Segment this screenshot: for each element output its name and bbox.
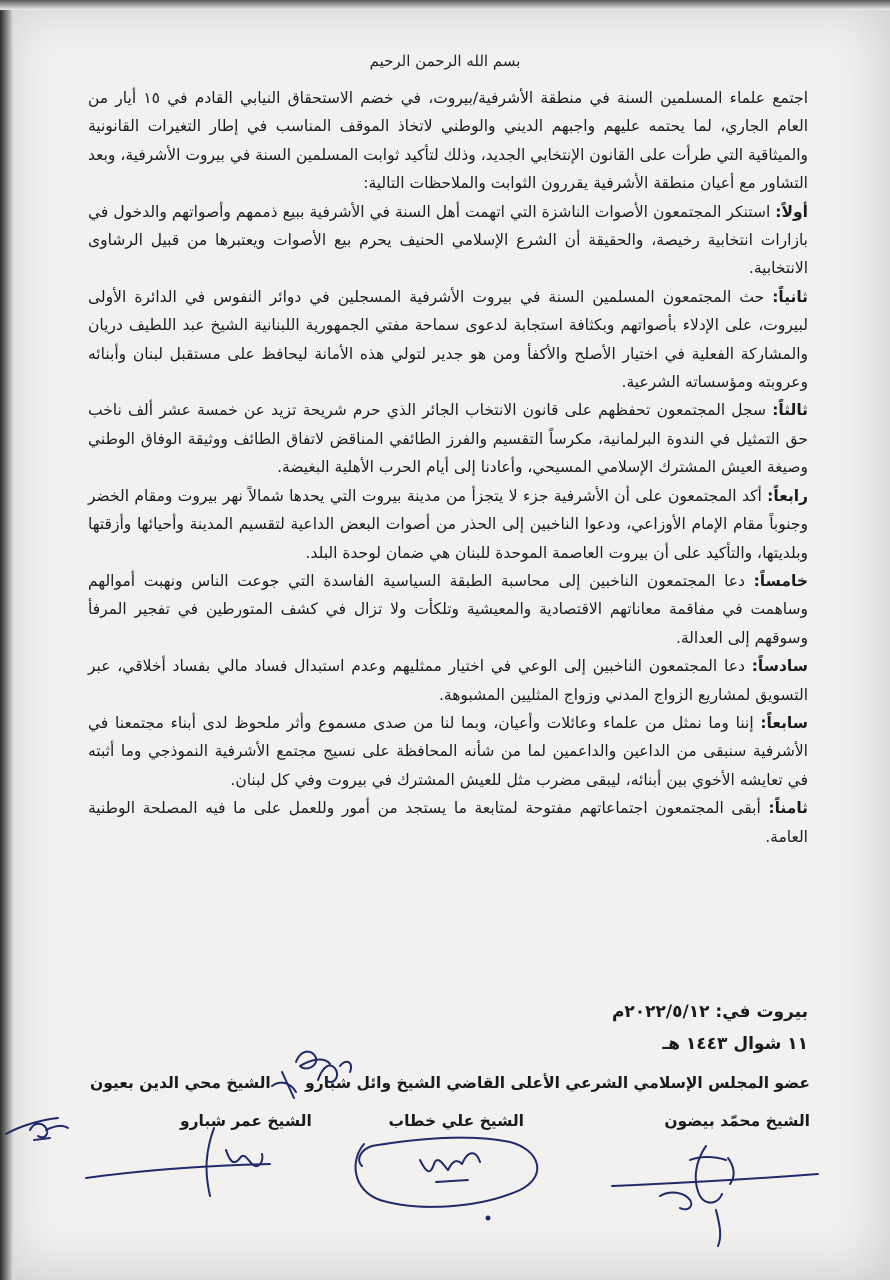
bismillah-header: بسم الله الرحمن الرحيم xyxy=(369,52,521,70)
point-4 xyxy=(88,482,808,567)
intro-paragraph: اجتمع علماء المسلمين السنة في منطقة الأشرفية/بيروت، في خضم الاستحقاق النيابي القادم في ١٥ أيار من العام الجاري، لما يحتمه عليهم واجبهم الديني والوطني لاتخاذ الموقف المناسب في إطار التغيرات القانونية والميثاقية التي طرأت على القانون الإنتخابي الجديد، وذلك لتأكيد ثوابت المسلمين السنة في بيروت الأشرفية، وبعد التشاور مع أعيان منطقة الأشرفية يقررون الثوابت والملاحظات التالية: xyxy=(88,89,809,193)
point-6 xyxy=(88,652,808,709)
point-3 xyxy=(88,396,808,481)
point-8 xyxy=(88,794,808,851)
point-5 xyxy=(88,567,808,652)
signatories-row-1 xyxy=(60,1074,810,1102)
signatory-omar-shabaro: الشيخ عمر شبارو xyxy=(180,1112,312,1130)
signatory-mohammad-baydoun: الشيخ محمّد بيضون xyxy=(664,1112,810,1130)
signatory-mohieddine-baayoun: الشيخ محي الدين بعيون xyxy=(90,1074,271,1092)
signature-mohieddine-baayoun xyxy=(6,1118,68,1140)
point-text: إننا وما نمثل من علماء وعائلات وأعيان، وبما لنا من صدى مسموع وأثر ملحوظ لدى أبناء مجتمعنا في الأشرفية سنبقى من الداعين والداعمين لما من شأنه المحافظة على نسيج مجتمع الأشرفية النموذجي وما أثبته في تعايشه الأخوي بين أبنائه، ليبقى مضرب مثل للعيش المشترك في بيروت وفي كل لبنان. xyxy=(88,713,808,789)
point-label: ثالثاً: xyxy=(772,401,808,420)
point-label: سابعاً: xyxy=(760,713,808,732)
signatory-ali-khattab: الشيخ علي خطاب xyxy=(388,1112,524,1130)
point-2 xyxy=(88,283,808,397)
signature-mohammad-baydoun xyxy=(612,1146,818,1246)
point-text: حث المجتمعون المسلمين السنة في بيروت الأشرفية المسجلين في دوائر النفوس في الدائرة الأولى لبيروت، على الإدلاء بأصواتهم وبكثافة استجابة لدعوى سماحة مفتي الجمهورية اللبنانية الشيخ عبد اللطيف دريان والمشاركة الفعلية في اختيار الأصلح والأكفأ ومن هو جدير لتولي هذه الأمانة ليحافظ على مستقبل لبنان وأبنائه وعروبته ومؤسساته الشرعية. xyxy=(88,287,808,392)
date-block xyxy=(88,996,808,1060)
signatory-wael-shabaro: عضو المجلس الإسلامي الشرعي الأعلى القاضي الشيخ وائل شبارو xyxy=(305,1074,810,1092)
point-label: أولاً: xyxy=(775,202,808,221)
point-label: ثانياً: xyxy=(772,287,808,306)
point-label: سادساً: xyxy=(751,657,808,676)
hijri-date: ١١ شوال ١٤٤٣ هـ xyxy=(662,1034,808,1054)
point-text: أبقى المجتمعون اجتماعاتهم مفتوحة لمتابعة ما يستجد من أمور وللعمل على ما فيه المصلحة الوطنية العامة. xyxy=(88,799,808,846)
point-label: رابعاً: xyxy=(767,486,808,505)
point-label: ثامناً: xyxy=(768,799,808,818)
point-text: أكد المجتمعون على أن الأشرفية جزء لا يتجزأ من مدينة بيروت التي يحدها شمالاً نهر بيروت ومقام الخضر وجنوباً مقام الإمام الأوزاعي، ودعوا الناخبين إلى الحذر من أصوات البعض الداعية لتقسيم المدينة وأحيائها وأزقتها وبلديتها، والتأكيد على أن بيروت العاصمة الموحدة للبنان هي ضمان لوحدة البلد. xyxy=(88,486,808,562)
point-text: دعا المجتمعون الناخبين إلى الوعي في اختيار ممثليهم وعدم استبدال فساد مالي بفساد أخلاقي، عبر التسويق لمشاريع الزواج المدني وزواج المثليين المشبوهة. xyxy=(88,657,808,704)
point-label: خامساً: xyxy=(753,571,808,590)
scan-top-shadow xyxy=(0,0,890,10)
point-text: استنكر المجتمعون الأصوات الناشزة التي اتهمت أهل السنة في الأشرفية ببيع ذممهم وأصواتهم والدخول في بازارات انتخابية رخيصة، والحقيقة أن الشرع الإسلامي الحنيف يحرم بيع الأصوات ويعتبرها من قبيل الرشاوى الانتخابية. xyxy=(88,202,808,278)
signature-ali-khattab xyxy=(356,1138,538,1220)
signatories-row-2 xyxy=(60,1112,810,1140)
gregorian-date: بيروت في: ٢٠٢٢/٥/١٢م xyxy=(611,1002,808,1022)
scan-edge-shadow xyxy=(0,0,14,1280)
point-1 xyxy=(88,198,808,283)
statement-body xyxy=(88,84,808,851)
point-text: دعا المجتمعون الناخبين إلى محاسبة الطبقة السياسية الفاسدة التي جوعت الناس ونهبت أموالهم وساهمت في مفاقمة معاناتهم الاقتصادية والمعيشية وتلكأت ولا تزال في كشف المتورطين في تفجير المرفأ وسوقهم إلى العدالة. xyxy=(88,571,808,647)
point-7 xyxy=(88,709,808,794)
point-text: سجل المجتمعون تحفظهم على قانون الانتخاب الجائر الذي حرم شريحة تزيد عن خمسة عشر ألف ناخب حق التمثيل في الندوة البرلمانية، مكرساً التقسيم والفرز الطائفي المناقض لاتفاق الطائف ووثيقة الوفاق الوطني وصيغة العيش المشترك الإسلامي المسيحي، وأعادنا إلى أيام الحرب الأهلية البغيضة. xyxy=(88,401,808,477)
